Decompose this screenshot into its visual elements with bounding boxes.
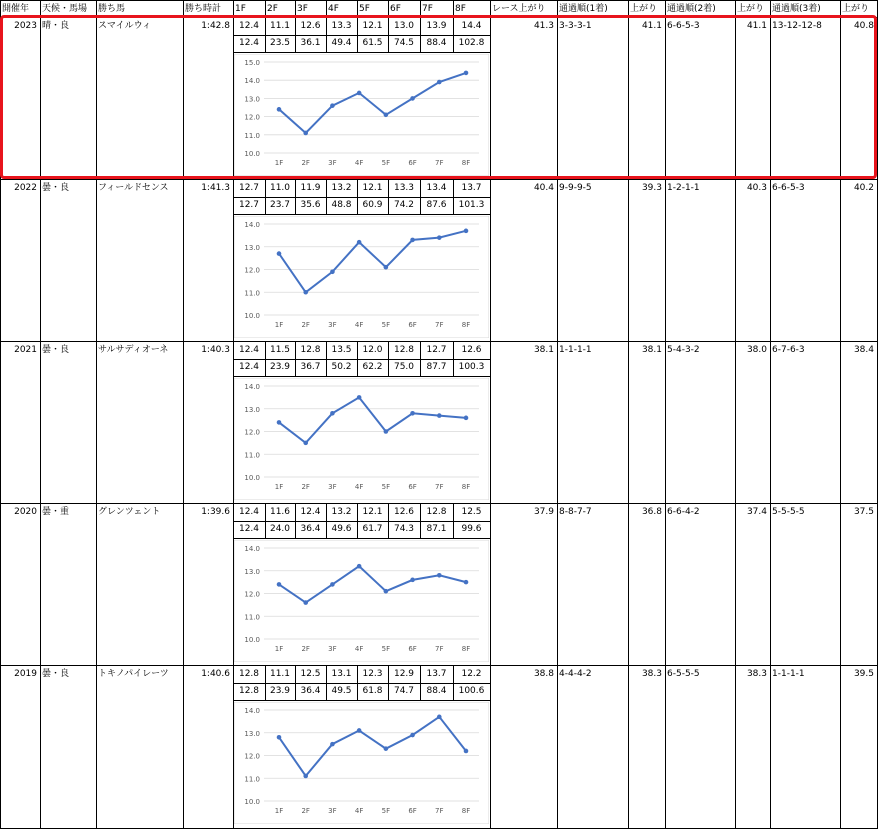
header-weather[interactable]: 天候・馬場 (42, 4, 88, 14)
header-pass-2nd[interactable]: 通過順(2着) (667, 4, 716, 14)
lap-time[interactable]: 12.8 (238, 669, 260, 679)
lap-time[interactable]: 14.4 (461, 21, 482, 31)
cumulative-time[interactable]: 88.4 (426, 686, 447, 696)
chart-y-tick-label: 14.0 (244, 77, 260, 86)
lap-time[interactable]: 11.1 (269, 669, 291, 679)
passing-order-2nd[interactable]: 5-4-3-2 (667, 345, 700, 355)
header-lap-6F[interactable]: 6F (390, 4, 401, 14)
chart-x-tick-label: 1F (274, 807, 284, 815)
cumulative-time[interactable]: 100.3 (458, 362, 485, 372)
chart-y-tick-label: 11.0 (244, 613, 260, 622)
lap-time[interactable]: 13.7 (426, 669, 447, 679)
chart-x-tick-label: 5F (381, 159, 391, 167)
passing-order-1st[interactable]: 4-4-4-2 (559, 669, 592, 679)
lap-time-line-chart (234, 702, 489, 824)
chart-point (437, 80, 442, 85)
last-3f-2nd[interactable]: 37.4 (746, 507, 767, 517)
chart-x-tick-label: 3F (328, 321, 337, 329)
cumulative-time[interactable]: 23.5 (269, 38, 291, 48)
lap-time[interactable]: 11.5 (269, 345, 291, 355)
cumulative-time[interactable]: 87.1 (426, 524, 447, 534)
cumulative-time[interactable]: 36.7 (300, 362, 321, 372)
header-pass-1st[interactable]: 通過順(1着) (559, 4, 608, 14)
lap-time[interactable]: 13.4 (426, 183, 447, 193)
cumulative-time[interactable]: 49.5 (331, 686, 352, 696)
lap-time[interactable]: 13.3 (393, 183, 415, 193)
race-winner[interactable]: スマイルウィ (98, 21, 152, 31)
race-winner[interactable]: トキノパイレーツ (98, 669, 169, 679)
chart-x-tick-label: 5F (381, 483, 391, 491)
chart-point (330, 582, 335, 587)
chart-y-tick-label: 13.0 (244, 405, 260, 414)
header-race-last[interactable]: レース上がり (492, 4, 546, 14)
chart-x-tick-label: 6F (408, 321, 417, 329)
header-time[interactable]: 勝ち時計 (185, 4, 222, 14)
chart-x-tick-label: 5F (381, 645, 391, 653)
race-winner[interactable]: サルサディオーネ (98, 345, 169, 355)
passing-order-2nd[interactable]: 6-5-5-5 (667, 669, 700, 679)
race-year[interactable]: 2019 (14, 669, 37, 679)
header-last-3rd[interactable]: 上がり (842, 4, 870, 14)
chart-point (437, 413, 442, 418)
last-3f-1st[interactable]: 38.3 (641, 669, 662, 679)
cumulative-time[interactable]: 74.3 (393, 524, 415, 534)
chart-point (277, 420, 282, 425)
race-last-3f[interactable]: 38.1 (533, 345, 554, 355)
lap-time[interactable]: 12.7 (238, 183, 260, 193)
chart-point (410, 411, 415, 416)
cumulative-time[interactable]: 61.5 (362, 38, 383, 48)
chart-x-tick-label: 4F (354, 159, 364, 167)
lap-time[interactable]: 12.7 (426, 345, 447, 355)
chart-area (234, 702, 489, 824)
chart-x-tick-label: 6F (408, 645, 417, 653)
chart-point (277, 735, 282, 740)
race-weather[interactable]: 曇・良 (42, 183, 70, 193)
lap-time[interactable]: 12.2 (461, 669, 482, 679)
lap-time[interactable]: 11.6 (269, 507, 291, 517)
cumulative-time[interactable]: 12.7 (238, 200, 260, 210)
chart-point (384, 112, 389, 117)
chart-x-tick-label: 2F (301, 645, 310, 653)
chart-y-tick-label: 14.0 (244, 221, 260, 229)
chart-y-tick-label: 15.0 (244, 59, 260, 67)
chart-x-tick-label: 2F (301, 483, 310, 491)
chart-point (277, 251, 282, 256)
cumulative-time[interactable]: 12.4 (238, 362, 260, 372)
chart-point (303, 131, 308, 136)
chart-point (464, 580, 469, 585)
last-3f-3rd[interactable]: 38.4 (853, 345, 874, 355)
chart-point (464, 229, 469, 234)
chart-y-tick-label: 10.0 (244, 636, 260, 644)
chart-y-tick-label: 12.0 (244, 266, 260, 275)
chart-x-tick-label: 3F (328, 483, 337, 491)
chart-y-tick-label: 12.0 (244, 590, 260, 599)
cumulative-time[interactable]: 87.7 (426, 362, 447, 372)
lap-time[interactable]: 11.1 (269, 21, 291, 31)
race-year[interactable]: 2022 (14, 183, 37, 193)
cumulative-time[interactable]: 99.6 (461, 524, 482, 534)
cumulative-time[interactable]: 49.6 (331, 524, 352, 534)
chart-x-tick-label: 8F (461, 807, 471, 815)
chart-x-tick-label: 5F (381, 807, 391, 815)
passing-order-1st[interactable]: 3-3-3-1 (559, 21, 592, 31)
chart-x-tick-label: 6F (408, 483, 417, 491)
chart-y-tick-label: 10.0 (244, 798, 260, 806)
header-lap-7F[interactable]: 7F (422, 4, 433, 14)
lap-time[interactable]: 13.9 (426, 21, 447, 31)
header-winner[interactable]: 勝ち馬 (98, 4, 126, 14)
chart-x-tick-label: 8F (461, 321, 471, 329)
chart-y-tick-label: 11.0 (244, 289, 260, 298)
cumulative-time[interactable]: 62.2 (362, 362, 383, 372)
passing-order-3rd[interactable]: 6-6-5-3 (772, 183, 805, 193)
race-year[interactable]: 2023 (14, 21, 37, 31)
chart-x-tick-label: 1F (274, 645, 284, 653)
race-weather[interactable]: 晴・良 (42, 21, 70, 31)
chart-x-tick-label: 8F (461, 645, 471, 653)
race-year[interactable]: 2020 (14, 507, 37, 517)
chart-x-tick-label: 3F (328, 159, 337, 167)
lap-time[interactable]: 13.5 (331, 345, 352, 355)
chart-point (357, 728, 362, 733)
passing-order-2nd[interactable]: 6-6-4-2 (667, 507, 700, 517)
header-lap-8F[interactable]: 8F (455, 4, 466, 14)
cumulative-time[interactable]: 61.8 (362, 686, 383, 696)
chart-y-tick-label: 12.0 (244, 428, 260, 437)
chart-point (357, 564, 362, 569)
race-last-3f[interactable]: 40.4 (533, 183, 554, 193)
race-weather[interactable]: 曇・良 (42, 345, 70, 355)
race-time[interactable]: 1:40.6 (201, 669, 230, 679)
chart-y-tick-label: 12.0 (244, 752, 260, 761)
race-weather[interactable]: 曇・重 (42, 507, 70, 517)
chart-y-tick-label: 10.0 (244, 312, 260, 320)
header-lap-1F[interactable]: 1F (235, 4, 246, 14)
lap-time[interactable]: 12.5 (461, 507, 482, 517)
chart-x-tick-label: 1F (274, 321, 284, 329)
cumulative-time[interactable]: 48.8 (331, 200, 352, 210)
chart-x-tick-label: 8F (461, 483, 471, 491)
cumulative-time[interactable]: 100.6 (458, 686, 485, 696)
cumulative-time[interactable]: 50.2 (331, 362, 352, 372)
race-time[interactable]: 1:41.3 (201, 183, 230, 193)
cumulative-time[interactable]: 35.6 (300, 200, 321, 210)
cumulative-time[interactable]: 88.4 (426, 38, 447, 48)
chart-y-tick-label: 13.0 (244, 243, 260, 252)
chart-y-tick-label: 12.0 (244, 113, 260, 122)
lap-time[interactable]: 12.6 (300, 21, 321, 31)
chart-point (410, 578, 415, 583)
race-year[interactable]: 2021 (14, 345, 37, 355)
chart-y-tick-label: 13.0 (244, 567, 260, 576)
race-last-3f[interactable]: 38.8 (533, 669, 554, 679)
chart-x-tick-label: 5F (381, 321, 391, 329)
race-last-3f[interactable]: 37.9 (533, 507, 554, 517)
last-3f-3rd[interactable]: 39.5 (853, 669, 874, 679)
chart-point (410, 238, 415, 243)
race-winner[interactable]: グレンツェント (98, 507, 161, 517)
lap-time[interactable]: 12.6 (393, 507, 415, 517)
lap-time[interactable]: 12.4 (238, 507, 260, 517)
passing-order-3rd[interactable]: 5-5-5-5 (772, 507, 805, 517)
chart-point (464, 416, 469, 421)
chart-x-tick-label: 7F (435, 483, 444, 491)
chart-x-tick-label: 4F (354, 645, 364, 653)
last-3f-3rd[interactable]: 40.2 (853, 183, 874, 193)
lap-time[interactable]: 12.8 (300, 345, 321, 355)
chart-x-tick-label: 7F (435, 645, 444, 653)
header-lap-3F[interactable]: 3F (297, 4, 308, 14)
chart-point (303, 774, 308, 779)
lap-time[interactable]: 11.9 (300, 183, 321, 193)
last-3f-1st[interactable]: 41.1 (641, 21, 662, 31)
last-3f-1st[interactable]: 38.1 (641, 345, 662, 355)
lap-time[interactable]: 12.8 (393, 345, 415, 355)
last-3f-2nd[interactable]: 40.3 (746, 183, 767, 193)
last-3f-2nd[interactable]: 38.0 (746, 345, 767, 355)
chart-point (330, 742, 335, 747)
header-year[interactable]: 開催年 (2, 4, 30, 14)
passing-order-2nd[interactable]: 6-6-5-3 (667, 21, 700, 31)
chart-y-tick-label: 14.0 (244, 707, 260, 715)
cumulative-time[interactable]: 49.4 (331, 38, 352, 48)
cumulative-time[interactable]: 87.6 (426, 200, 447, 210)
lap-time[interactable]: 12.4 (300, 507, 321, 517)
last-3f-3rd[interactable]: 37.5 (853, 507, 874, 517)
chart-x-tick-label: 4F (354, 807, 364, 815)
lap-time[interactable]: 12.4 (238, 21, 260, 31)
race-last-3f[interactable]: 41.3 (533, 21, 554, 31)
race-winner[interactable]: フィールドセンス (98, 183, 169, 193)
chart-x-tick-label: 3F (328, 807, 337, 815)
chart-x-tick-label: 7F (435, 807, 444, 815)
cumulative-time[interactable]: 36.4 (300, 686, 321, 696)
cumulative-time[interactable]: 23.7 (269, 200, 291, 210)
lap-time[interactable]: 12.8 (426, 507, 447, 517)
chart-x-tick-label: 7F (435, 321, 444, 329)
last-3f-2nd[interactable]: 38.3 (746, 669, 767, 679)
passing-order-2nd[interactable]: 1-2-1-1 (667, 183, 700, 193)
cumulative-time[interactable]: 74.2 (393, 200, 415, 210)
chart-y-tick-label: 11.0 (244, 775, 260, 784)
cumulative-time[interactable]: 24.0 (269, 524, 291, 534)
passing-order-3rd[interactable]: 13-12-12-8 (772, 21, 822, 31)
lap-time-line-chart (234, 378, 489, 500)
lap-time[interactable]: 11.0 (269, 183, 291, 193)
last-3f-3rd[interactable]: 40.8 (853, 21, 874, 31)
race-time[interactable]: 1:42.8 (201, 21, 230, 31)
chart-point (303, 290, 308, 295)
chart-x-tick-label: 2F (301, 807, 310, 815)
chart-x-tick-label: 6F (408, 807, 417, 815)
lap-time[interactable]: 12.9 (393, 669, 415, 679)
chart-point (384, 265, 389, 270)
lap-time[interactable]: 13.2 (331, 507, 352, 517)
chart-point (437, 235, 442, 240)
lap-time[interactable]: 13.2 (331, 183, 352, 193)
passing-order-1st[interactable]: 8-8-7-7 (559, 507, 592, 517)
lap-time[interactable]: 13.3 (331, 21, 352, 31)
cumulative-time[interactable]: 36.4 (300, 524, 321, 534)
lap-time[interactable]: 13.1 (331, 669, 352, 679)
header-pass-3rd[interactable]: 通過順(3着) (772, 4, 821, 14)
chart-x-tick-label: 2F (301, 159, 310, 167)
chart-point (357, 240, 362, 245)
cumulative-time[interactable]: 101.3 (458, 200, 485, 210)
chart-x-tick-label: 4F (354, 321, 364, 329)
cumulative-time[interactable]: 12.8 (238, 686, 260, 696)
header-lap-4F[interactable]: 4F (328, 4, 339, 14)
chart-point (277, 582, 282, 587)
chart-point (303, 441, 308, 446)
header-last-1st[interactable]: 上がり (630, 4, 658, 14)
chart-x-tick-label: 2F (301, 321, 310, 329)
chart-y-tick-label: 11.0 (244, 131, 260, 140)
chart-y-tick-label: 13.0 (244, 729, 260, 738)
lap-time[interactable]: 12.5 (300, 669, 321, 679)
cumulative-time[interactable]: 74.5 (393, 38, 415, 48)
race-time[interactable]: 1:40.3 (201, 345, 230, 355)
cumulative-time[interactable]: 36.1 (300, 38, 321, 48)
race-time[interactable]: 1:39.6 (201, 507, 230, 517)
cumulative-time[interactable]: 102.8 (458, 38, 485, 48)
header-lap-2F[interactable]: 2F (267, 4, 278, 14)
chart-x-tick-label: 1F (274, 159, 284, 167)
cumulative-time[interactable]: 23.9 (269, 362, 291, 372)
chart-y-tick-label: 13.0 (244, 95, 260, 104)
race-weather[interactable]: 曇・良 (42, 669, 70, 679)
cumulative-time[interactable]: 12.4 (238, 524, 260, 534)
chart-point (410, 96, 415, 101)
chart-point (384, 429, 389, 434)
chart-area (234, 540, 489, 662)
header-last-2nd[interactable]: 上がり (737, 4, 765, 14)
last-3f-1st[interactable]: 39.3 (641, 183, 662, 193)
chart-area (234, 54, 489, 176)
chart-point (330, 411, 335, 416)
chart-point (384, 746, 389, 751)
lap-time[interactable]: 12.0 (362, 345, 383, 355)
last-3f-2nd[interactable]: 41.1 (746, 21, 767, 31)
passing-order-1st[interactable]: 1-1-1-1 (559, 345, 592, 355)
chart-y-tick-label: 10.0 (244, 150, 260, 158)
chart-point (384, 589, 389, 594)
cumulative-time[interactable]: 23.9 (269, 686, 291, 696)
passing-order-3rd[interactable]: 1-1-1-1 (772, 669, 805, 679)
chart-point (464, 749, 469, 754)
lap-time[interactable]: 12.3 (362, 669, 383, 679)
chart-y-tick-label: 14.0 (244, 383, 260, 391)
lap-time-line-chart (234, 540, 489, 662)
lap-time[interactable]: 13.0 (393, 21, 415, 31)
chart-point (277, 107, 282, 112)
chart-x-tick-label: 8F (461, 159, 471, 167)
chart-x-tick-label: 6F (408, 159, 417, 167)
chart-y-tick-label: 14.0 (244, 545, 260, 553)
chart-x-tick-label: 3F (328, 645, 337, 653)
lap-time[interactable]: 12.6 (461, 345, 482, 355)
cumulative-time[interactable]: 12.4 (238, 38, 260, 48)
chart-point (303, 600, 308, 605)
cumulative-time[interactable]: 61.7 (362, 524, 383, 534)
cumulative-time[interactable]: 60.9 (362, 200, 383, 210)
last-3f-1st[interactable]: 36.8 (641, 507, 662, 517)
chart-x-tick-label: 4F (354, 483, 364, 491)
chart-point (357, 91, 362, 96)
lap-time-line-chart (234, 54, 489, 176)
chart-point (330, 269, 335, 274)
passing-order-1st[interactable]: 9-9-9-5 (559, 183, 592, 193)
chart-point (330, 103, 335, 108)
chart-x-tick-label: 7F (435, 159, 444, 167)
passing-order-3rd[interactable]: 6-7-6-3 (772, 345, 805, 355)
cumulative-time[interactable]: 75.0 (393, 362, 415, 372)
chart-y-tick-label: 10.0 (244, 474, 260, 482)
chart-x-tick-label: 1F (274, 483, 284, 491)
chart-point (357, 395, 362, 400)
chart-point (464, 71, 469, 76)
lap-time[interactable]: 12.4 (238, 345, 260, 355)
chart-y-tick-label: 11.0 (244, 451, 260, 460)
chart-area (234, 378, 489, 500)
lap-time[interactable]: 12.1 (362, 183, 383, 193)
cumulative-time[interactable]: 74.7 (393, 686, 415, 696)
lap-time[interactable]: 12.1 (362, 21, 383, 31)
header-lap-5F[interactable]: 5F (359, 4, 370, 14)
lap-time-line-chart (234, 216, 489, 338)
chart-point (437, 573, 442, 578)
lap-time[interactable]: 12.1 (362, 507, 383, 517)
lap-time[interactable]: 13.7 (461, 183, 482, 193)
chart-point (410, 733, 415, 738)
chart-point (437, 715, 442, 720)
